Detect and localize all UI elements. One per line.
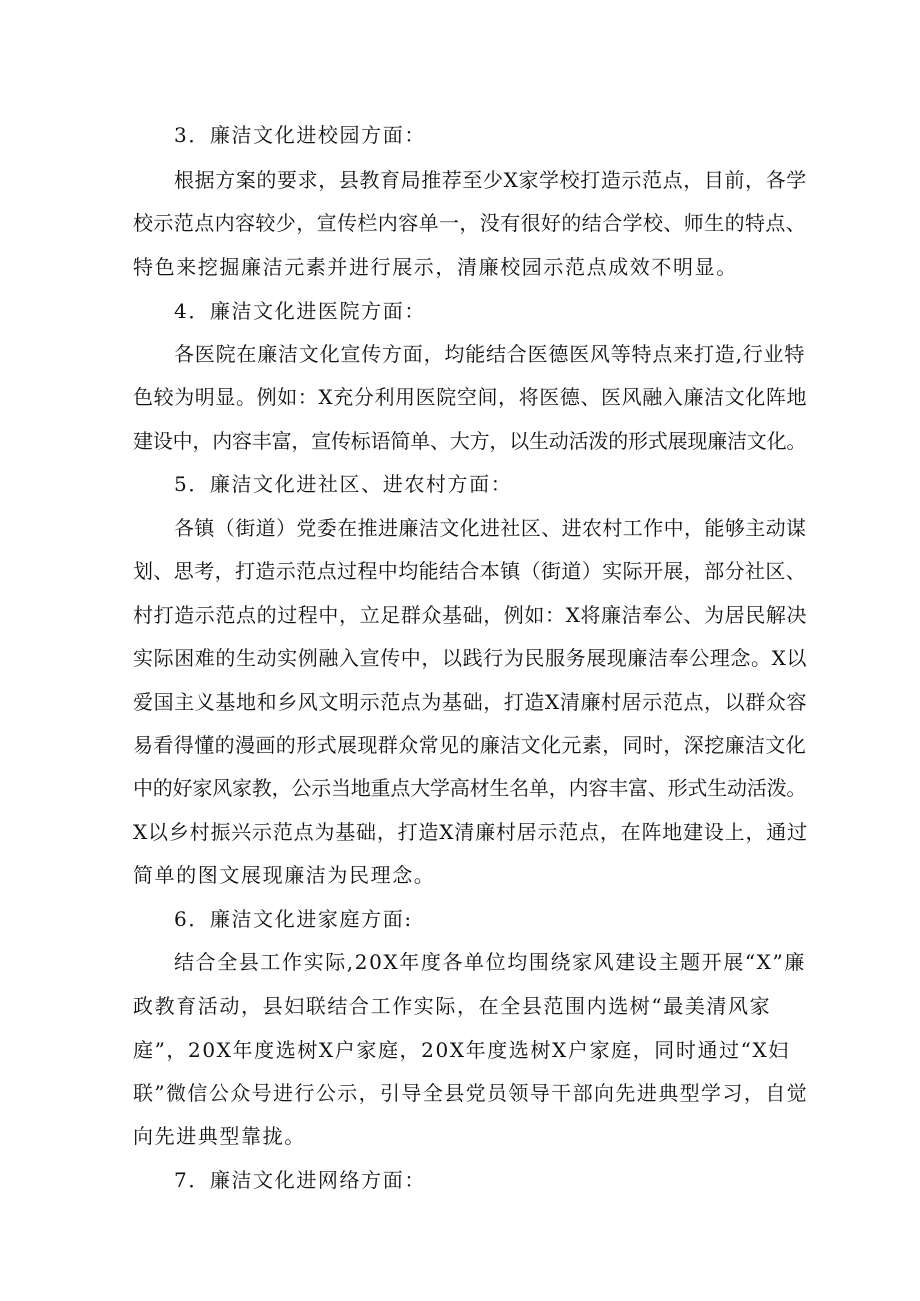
section-6-heading: 6．廉洁文化进家庭方面: [174,907,413,931]
section-3-line-2: 校示范点内容较少，宣传栏内容单一，没有很好的结合学校、师生的特点、 [133,211,807,235]
section-5-line-1: 各镇（街道）党委在推进廉洁文化进社区、进农村工作中，能够主动谋 [174,516,807,540]
section-5-line-3: 村打造示范点的过程中，立足群众基础，例如：X将廉洁奉公、为居民解决 [133,603,808,627]
section-6-line-4: 联”微信公众号进行公示，引导全县党员领导干部向先进典型学习，自觉 [133,1081,809,1105]
section-4-line-1: 各医院在廉洁文化宣传方面，均能结合医德医风等特点来打造,行业特 [174,342,806,366]
section-5-line-7: 中的好家风家教，公示当地重点大学高材生名单，内容丰富、形式生动活泼。 [133,776,807,800]
section-6-line-5: 向先进典型靠拢。 [133,1124,306,1148]
section-4-heading: 4．廉洁文化进医院方面： [174,299,426,323]
section-3-line-1: 根据方案的要求，县教育局推荐至少X家学校打造示范点，目前，各学 [174,168,807,192]
section-7-heading: 7．廉洁文化进网络方面： [174,1168,426,1192]
section-5-line-6: 易看得懂的漫画的形式展现群众常见的廉洁文化元素，同时，深挖廉洁文化 [133,733,807,757]
section-6-line-2: 政教育活动，县妇联结合工作实际，在全县范围内选树“最美清风家 [133,994,772,1018]
section-3-line-3: 特色来挖掘廉洁元素并进行展示，清廉校园示范点成效不明显。 [133,255,738,279]
section-4-line-2: 色较为明显。例如：X充分利用医院空间，将医德、医风融入廉洁文化阵地 [133,385,808,409]
section-5-line-4: 实际困难的生动实例融入宣传中，以践行为民服务展现廉洁奉公理念。X以 [133,646,808,670]
section-4-line-3: 建设中，内容丰富，宣传标语简单、大方，以生动活泼的形式展现廉洁文化。 [133,429,807,453]
section-6-line-1: 结合全县工作实际,20X年度各单位均围绕家风建设主题开展“X”廉 [174,950,806,974]
section-5-heading: 5．廉洁文化进社区、进农村方面： [174,472,513,496]
section-5-line-5: 爱国主义基地和乡风文明示范点为基础，打造X清廉村居示范点，以群众容 [133,690,808,714]
section-6-line-3: 庭”，20X年度选树X户家庭，20X年度选树X户家庭，同时通过“X妇 [133,1038,790,1062]
section-5-line-8: X以乡村振兴示范点为基础，打造X清廉村居示范点，在阵地建设上，通过 [133,820,808,844]
section-5-line-9: 简单的图文展现廉洁为民理念。 [133,863,436,887]
section-3-heading: 3．廉洁文化进校园方面： [174,123,426,147]
section-5-line-2: 划、思考，打造示范点过程中均能结合本镇（街道）实际开展，部分社区、 [133,559,807,583]
